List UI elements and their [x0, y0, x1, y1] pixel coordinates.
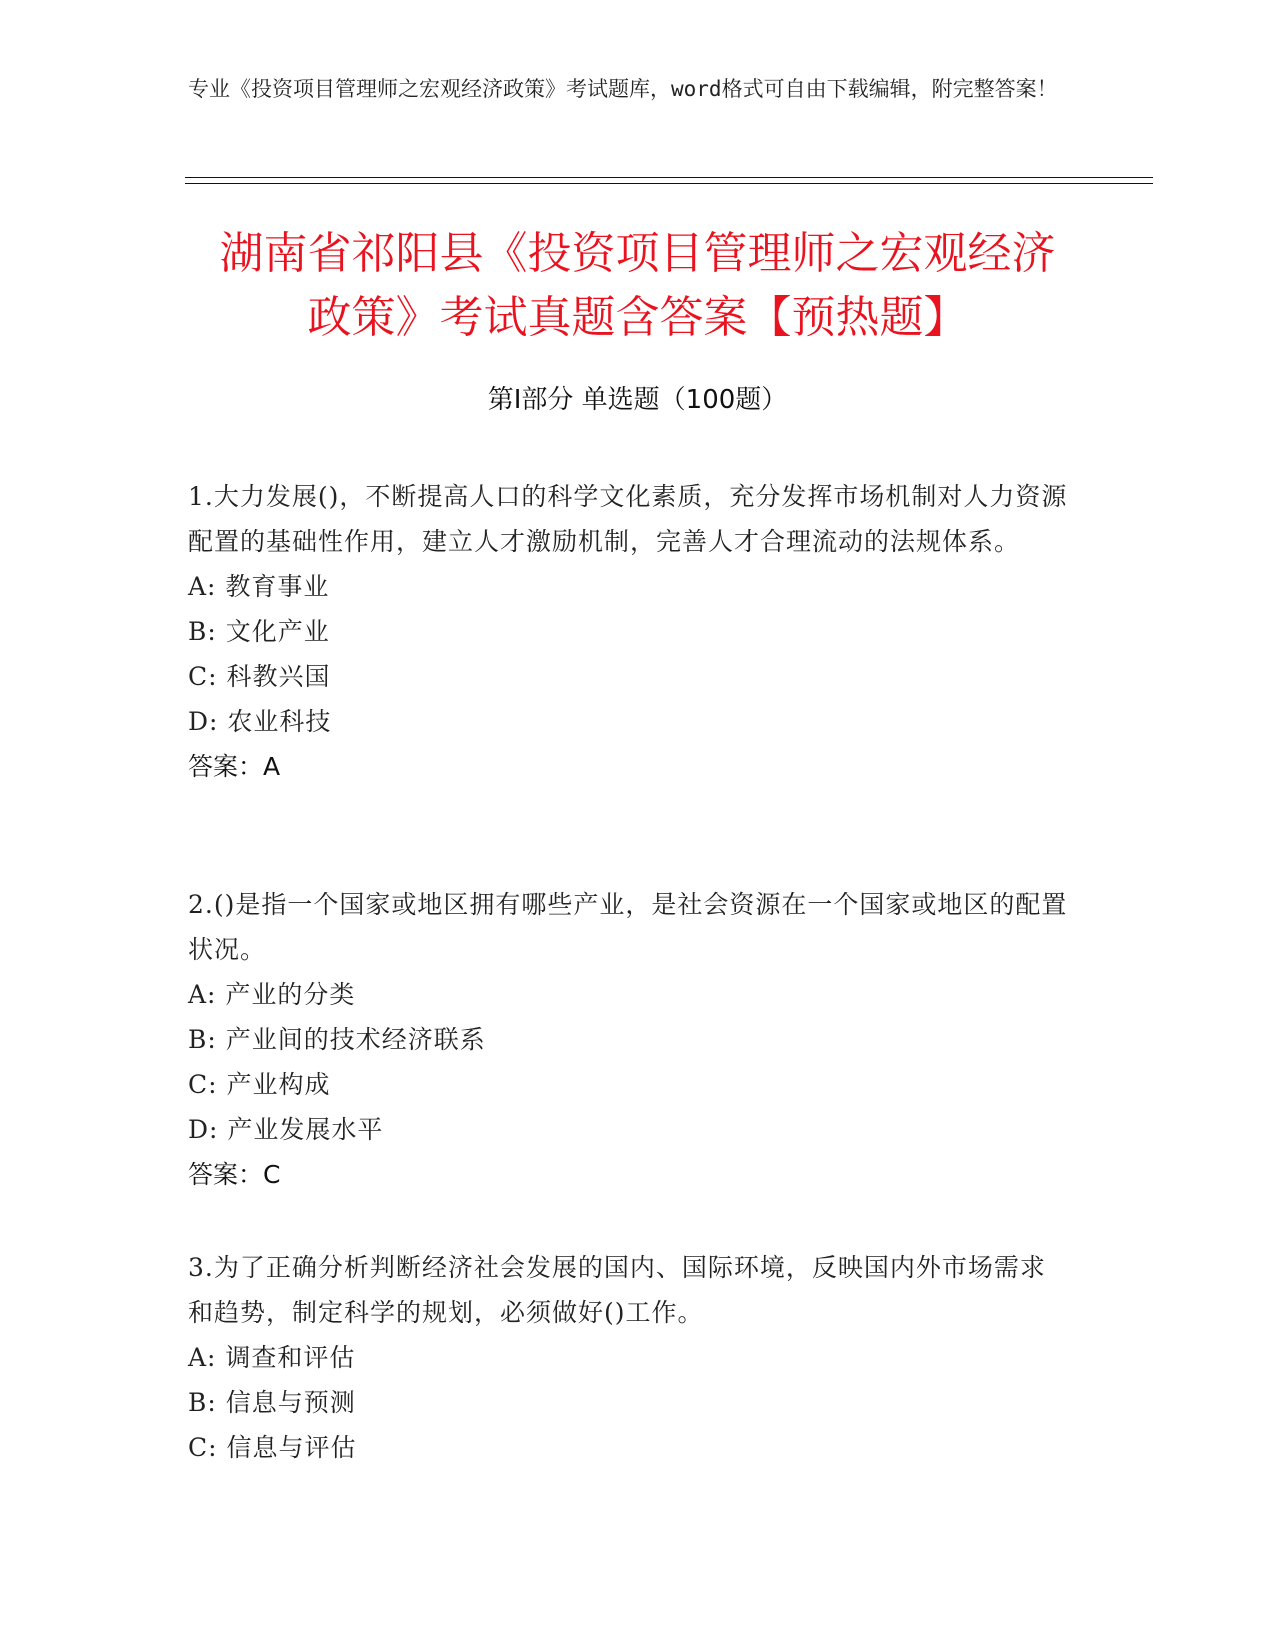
header-note: 专业《投资项目管理师之宏观经济政策》考试题库，word格式可自由下载编辑，附完整答案！ [188, 77, 1058, 101]
option-c: C: 科教兴国 [188, 662, 331, 691]
option-a: A: 教育事业 [188, 572, 330, 601]
question-stem: 2.()是指一个国家或地区拥有哪些产业，是社会资源在一个国家或地区的配置状况。 [188, 890, 1068, 964]
option-b: B: 文化产业 [188, 617, 330, 646]
option-b: B: 信息与预测 [188, 1388, 356, 1417]
option-a: A: 产业的分类 [188, 980, 356, 1009]
question-stem: 1.大力发展()，不断提高人口的科学文化素质，充分发挥市场机制对人力资源配置的基础性作用，建立人才激励机制，完善人才合理流动的法规体系。 [188, 482, 1068, 556]
question-1 [188, 474, 1068, 789]
header-rule-top [185, 177, 1153, 178]
section-heading: 第Ⅰ部分 单选题（100题） [487, 385, 788, 415]
document-title-line-2: 政策》考试真题含答案【预热题】 [307, 292, 968, 343]
document-title [130, 222, 1145, 350]
option-d: D: 产业发展水平 [188, 1115, 384, 1144]
answer: 答案：C [188, 1160, 281, 1189]
option-d: D: 农业科技 [188, 707, 332, 736]
option-c: C: 产业构成 [188, 1070, 331, 1099]
header-rule-bottom [185, 183, 1153, 184]
answer: 答案：A [188, 752, 281, 781]
question-2 [188, 882, 1068, 1197]
question-3 [188, 1245, 1068, 1470]
document-title-line-1: 湖南省祁阳县《投资项目管理师之宏观经济 [219, 228, 1056, 279]
option-b: B: 产业间的技术经济联系 [188, 1025, 486, 1054]
option-c: C: 信息与评估 [188, 1433, 357, 1462]
option-a: A: 调查和评估 [188, 1343, 356, 1372]
question-stem: 3.为了正确分析判断经济社会发展的国内、国际环境，反映国内外市场需求和趋势，制定科学的规划，必须做好()工作。 [188, 1253, 1046, 1327]
